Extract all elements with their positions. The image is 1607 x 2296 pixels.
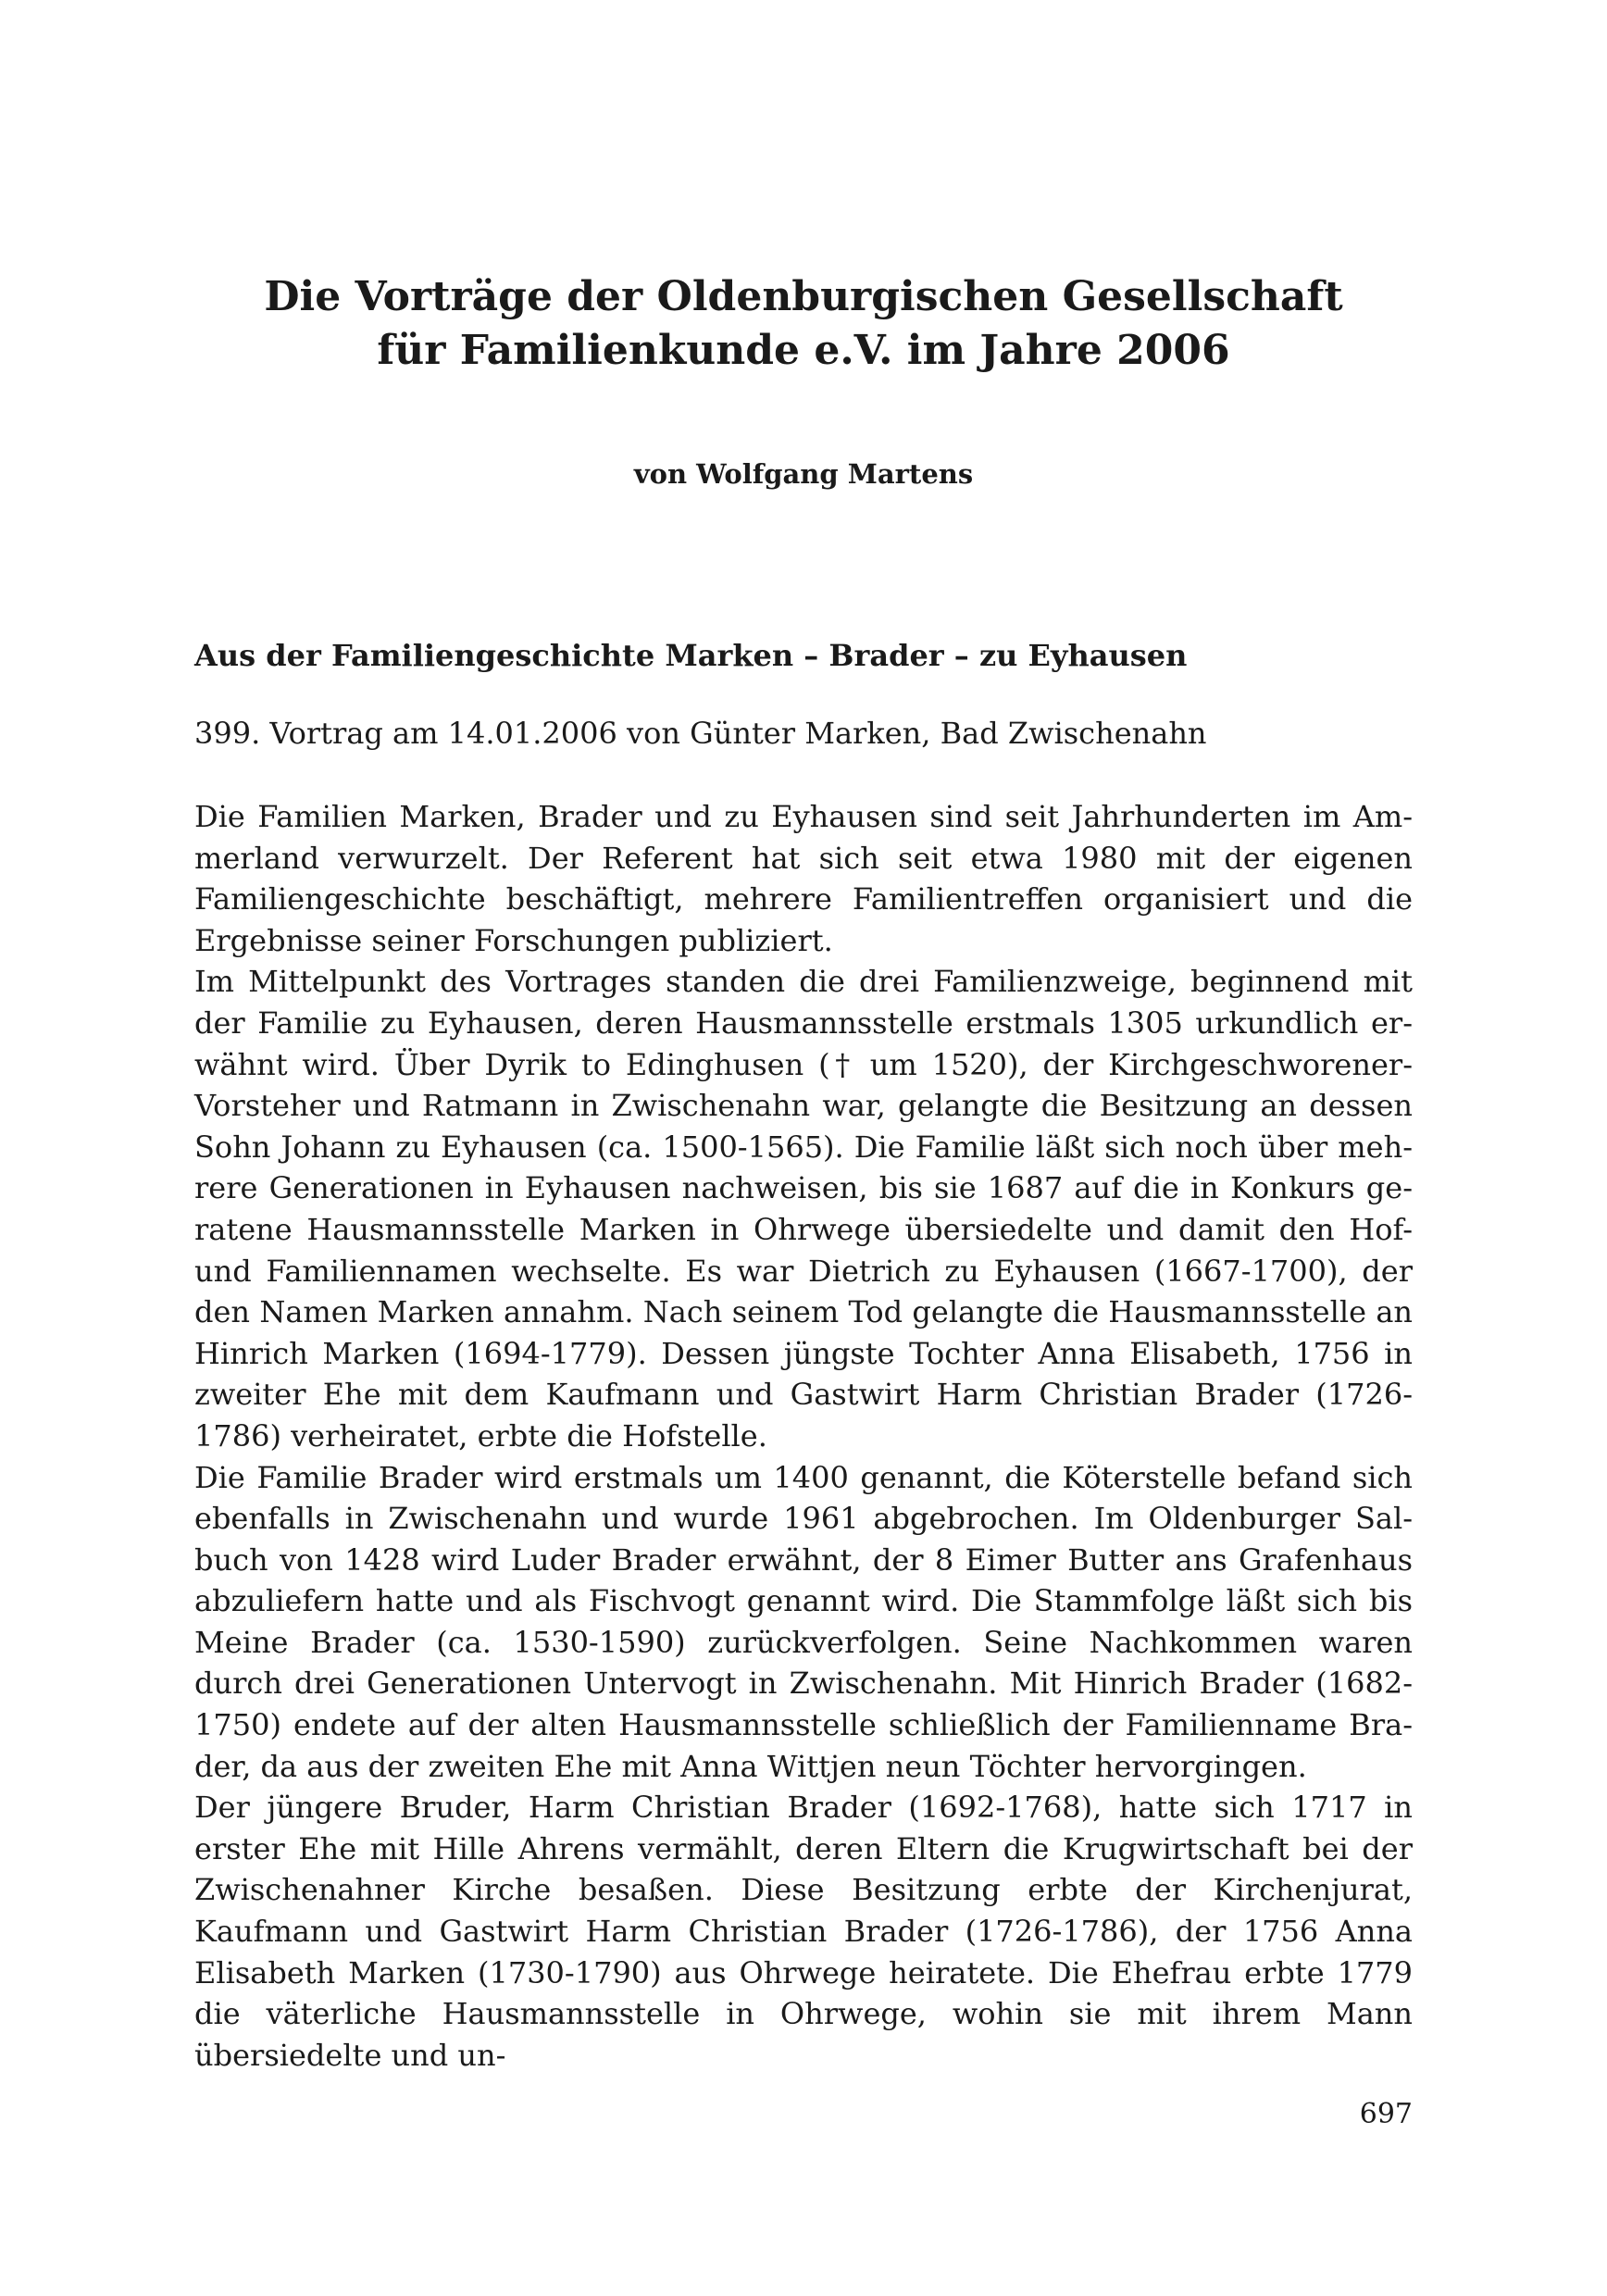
paragraph-1: Die Familien Marken, Brader und zu Eyhausen sind seit Jahrhunderten im Ammerland verwurzelt. Der Referent hat sich seit etwa 1980 mit der eigenen Familiengeschichte beschäftigt, mehrere Familientreffen organisiert und die Ergebnisse seiner Forschungen publiziert. [194,799,1413,958]
section-heading: Aus der Familiengeschichte Marken – Brader – zu Eyhausen [194,638,1188,673]
lecture-info: 399. Vortrag am 14.01.2006 von Günter Marken, Bad Zwischenahn [194,716,1207,751]
paragraph-2: Im Mittelpunkt des Vortrages standen die drei Familienzweige, beginnend mit der Familie zu Eyhausen, deren Hausmannsstelle erstmals 1305 urkundlich erwähnt wird. Über Dyrik to Edinghusen († um 1520), der Kirchgeschworener-Vorsteher und Ratmann in Zwischenahn war, gelangte die Besitzung an dessen Sohn Johann zu Eyhausen (ca. 1500-1565). Die Familie läßt sich noch über mehrere Generationen in Eyhausen nachweisen, bis sie 1687 auf die in Konkurs geratene Hausmannsstelle Marken in Ohrwege übersiedelte und damit den Hof- und Familiennamen wechselte. Es war Dietrich zu Eyhausen (1667-1700), der den Namen Marken annahm. Nach seinem Tod gelangte die Hausmannsstelle an Hinrich Marken (1694-1779). Dessen jüngste Tochter Anna Elisabeth, 1756 in zweiter Ehe mit dem Kaufmann und Gastwirt Harm Christian Brader (1726-1786) verheiratet, erbte die Hofstelle. [194,964,1413,1454]
page-title [194,270,1413,378]
body-text [194,796,1413,2076]
author-byline: von Wolfgang Martens [633,458,974,490]
paragraph-3: Die Familie Brader wird erstmals um 1400 genannt, die Köterstelle befand sich ebenfalls in Zwischenahn und wurde 1961 abgebrochen. Im Oldenburger Salbuch von 1428 wird Luder Brader erwähnt, der 8 Eimer Butter ans Grafenhaus abzuliefern hatte und als Fischvogt genannt wird. Die Stammfolge läßt sich bis Meine Brader (ca. 1530-1590) zurückverfolgen. Seine Nachkommen waren durch drei Generationen Untervogt in Zwischenahn. Mit Hinrich Brader (1682-1750) endete auf der alten Hausmannsstelle schließlich der Familienname Brader, da aus der zweiten Ehe mit Anna Wittjen neun Töchter hervorgingen. [194,1459,1413,1784]
paragraph-4: Der jüngere Bruder, Harm Christian Brader (1692-1768), hatte sich 1717 in erster Ehe mit Hille Ahrens vermählt, deren Eltern die Krugwirtschaft bei der Zwischenahner Kirche besaßen. Diese Besitzung erbte der Kirchenjurat, Kaufmann und Gastwirt Harm Christian Brader (1726-1786), der 1756 Anna Elisabeth Marken (1730-1790) aus Ohrwege heiratete. Die Ehefrau erbte 1779 die väterliche Hausmannsstelle in Ohrwege, wohin sie mit ihrem Mann übersiedelte und un- [194,1790,1413,2073]
title-line-2: für Familienkunde e.V. im Jahre 2006 [377,327,1230,374]
title-line-1: Die Vorträge der Oldenburgischen Gesellschaft [264,273,1343,320]
page-number: 697 [1359,2098,1413,2130]
